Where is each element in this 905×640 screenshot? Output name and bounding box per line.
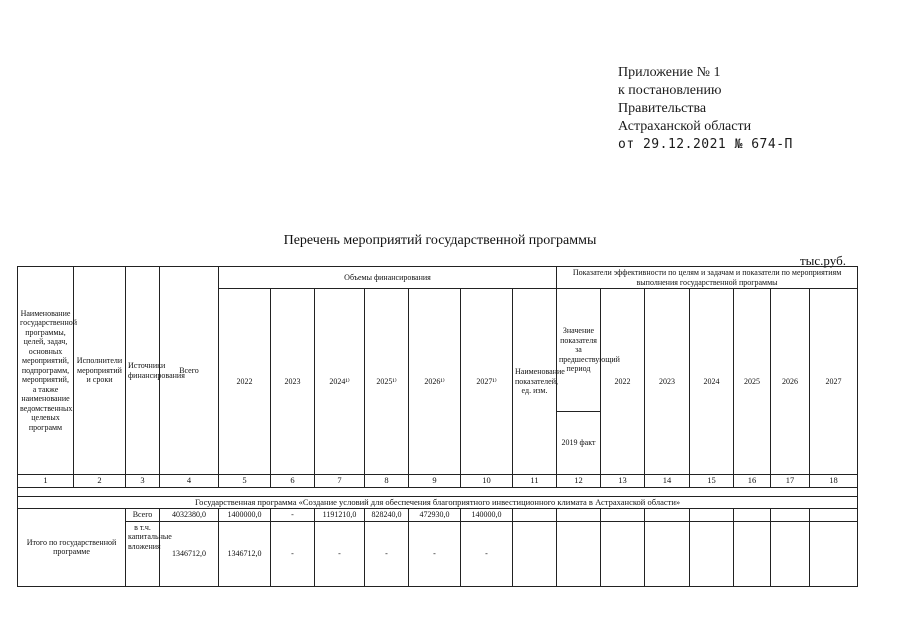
header-finance-group: Объемы финансирования xyxy=(219,267,557,289)
capital-2023: - xyxy=(271,521,315,586)
empty-cell xyxy=(601,521,645,586)
empty-cell xyxy=(513,521,557,586)
header-fin-year-2023: 2023 xyxy=(271,289,315,475)
empty-cell xyxy=(734,521,771,586)
spacer-cell xyxy=(18,487,858,496)
header-name: Наименование государственной программы, целей, задач, основных мероприятий, подпрограмм, мероприятий, а также наименование ведомственных целевых программ xyxy=(18,267,74,475)
appendix-block xyxy=(618,64,793,154)
capital-2024: - xyxy=(315,521,365,586)
appendix-line-2: к постановлению xyxy=(618,83,722,98)
total-2022: 1400000,0 xyxy=(219,509,271,522)
total-row xyxy=(18,509,858,522)
appendix-line-3: Правительства xyxy=(618,101,707,116)
col-number: 4 xyxy=(160,475,219,488)
col-number: 12 xyxy=(557,475,601,488)
empty-cell xyxy=(734,509,771,522)
col-number: 17 xyxy=(771,475,810,488)
total-2026: 472930,0 xyxy=(409,509,461,522)
capital-row xyxy=(18,521,858,586)
empty-cell xyxy=(645,509,690,522)
col-number: 6 xyxy=(271,475,315,488)
column-numbers-row xyxy=(18,475,858,488)
header-prev-value: Значение показателя за предшествующий период xyxy=(557,289,601,412)
col-number: 13 xyxy=(601,475,645,488)
header-source: Источники финансирования xyxy=(126,267,160,475)
capital-2022: 1346712,0 xyxy=(219,521,271,586)
header-executors: Исполнители мероприятий и сроки xyxy=(74,267,126,475)
col-number: 15 xyxy=(690,475,734,488)
header-ind-year-2023: 2023 xyxy=(645,289,690,475)
col-number: 11 xyxy=(513,475,557,488)
empty-cell xyxy=(557,509,601,522)
empty-cell xyxy=(557,521,601,586)
col-number: 9 xyxy=(409,475,461,488)
header-row-1 xyxy=(18,267,858,289)
document-title: Перечень мероприятий государственной программы xyxy=(283,233,597,248)
empty-cell xyxy=(513,509,557,522)
total-2027: 140000,0 xyxy=(461,509,513,522)
header-total: Всего xyxy=(160,267,219,475)
capital-2026: - xyxy=(409,521,461,586)
program-title: Государственная программа «Создание условий для обеспечения благоприятного инвестиционного климата в Астраханской области» xyxy=(18,496,858,509)
capital-2027: - xyxy=(461,521,513,586)
total-2025: 828240,0 xyxy=(365,509,409,522)
empty-cell xyxy=(601,509,645,522)
appendix-line-1: Приложение № 1 xyxy=(618,65,721,80)
appendix-date-line: от 29.12.2021 № 674-П xyxy=(618,137,793,152)
header-ind-year-2026: 2026 xyxy=(771,289,810,475)
header-ind-year-2027: 2027 xyxy=(810,289,858,475)
header-ind-year-2025: 2025 xyxy=(734,289,771,475)
total-label: Итого по государственной программе xyxy=(18,509,126,587)
col-number: 14 xyxy=(645,475,690,488)
total-2023: - xyxy=(271,509,315,522)
header-ind-year-2022: 2022 xyxy=(601,289,645,475)
col-number: 5 xyxy=(219,475,271,488)
col-number: 1 xyxy=(18,475,74,488)
empty-cell xyxy=(810,509,858,522)
col-number: 2 xyxy=(74,475,126,488)
header-fin-year-2024: 2024¹⁾ xyxy=(315,289,365,475)
header-indicators-group: Показатели эффективности по целям и задачам и показатели по мероприятиям выполнения государственной программы xyxy=(557,267,858,289)
col-number: 16 xyxy=(734,475,771,488)
total-2024: 1191210,0 xyxy=(315,509,365,522)
measures-table xyxy=(17,266,858,587)
empty-cell xyxy=(690,521,734,586)
appendix-line-4: Астраханской области xyxy=(618,119,752,134)
header-fin-year-2026: 2026¹⁾ xyxy=(409,289,461,475)
capital-sum: 1346712,0 xyxy=(160,521,219,586)
capital-2025: - xyxy=(365,521,409,586)
header-fin-year-2022: 2022 xyxy=(219,289,271,475)
empty-cell xyxy=(690,509,734,522)
header-fin-year-2027: 2027¹⁾ xyxy=(461,289,513,475)
program-title-row xyxy=(18,496,858,509)
empty-cell xyxy=(645,521,690,586)
empty-cell xyxy=(810,521,858,586)
col-number: 18 xyxy=(810,475,858,488)
col-number: 8 xyxy=(365,475,409,488)
col-number: 3 xyxy=(126,475,160,488)
empty-cell xyxy=(771,509,810,522)
header-ind-year-2024: 2024 xyxy=(690,289,734,475)
header-fin-year-2025: 2025¹⁾ xyxy=(365,289,409,475)
total-source: Всего xyxy=(126,509,160,522)
capital-source: в т.ч. капитальные вложения xyxy=(126,521,160,586)
header-indicator-name: Наименование показателей, ед. изм. xyxy=(513,289,557,475)
empty-cell xyxy=(771,521,810,586)
spacer-row xyxy=(18,487,858,496)
header-prev-year: 2019 факт xyxy=(557,412,601,475)
units-label: тыс.руб. xyxy=(800,253,846,268)
col-number: 7 xyxy=(315,475,365,488)
col-number: 10 xyxy=(461,475,513,488)
total-sum: 4032380,0 xyxy=(160,509,219,522)
